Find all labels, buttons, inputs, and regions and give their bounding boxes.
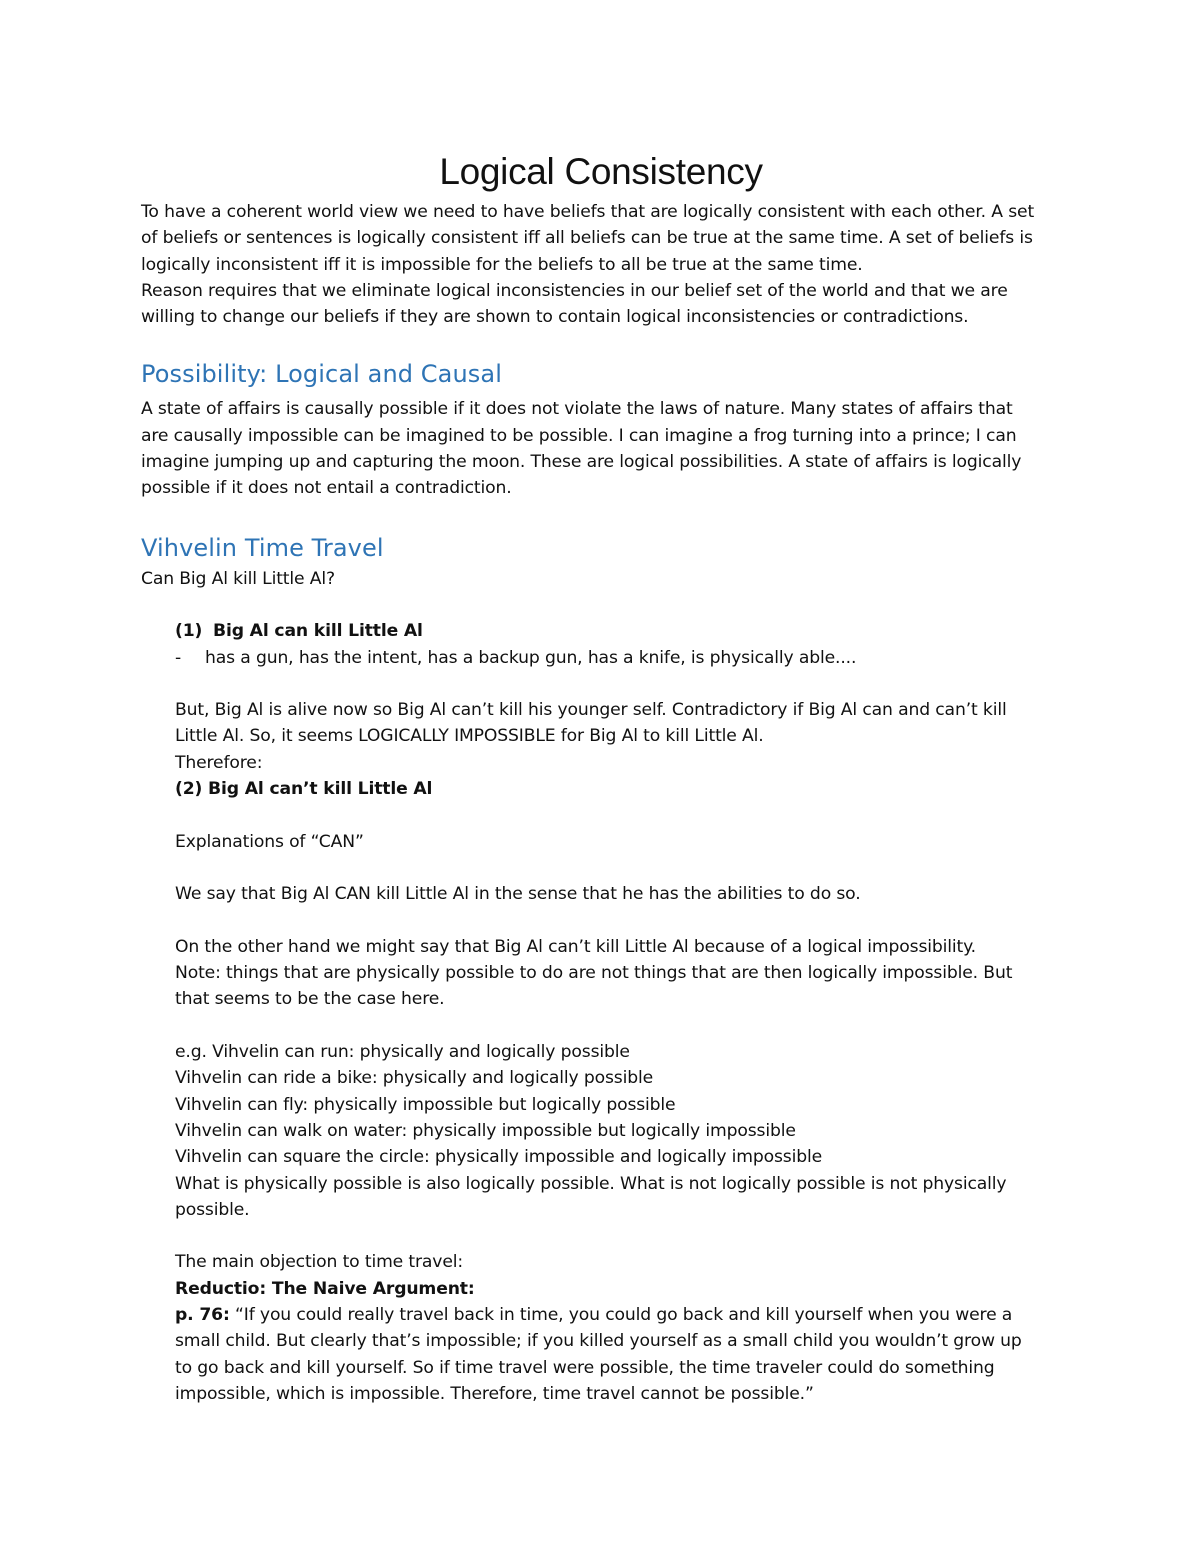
- paragraph-line: But, Big Al is alive now so Big Al can’t kill his younger self. Contradictory if Big Al can and can’t kill: [175, 700, 1007, 721]
- reductio-heading: Reductio: The Naive Argument:: [175, 1278, 475, 1299]
- blank-line: [175, 1013, 1061, 1039]
- paragraph-line: that seems to be the case here.: [175, 989, 445, 1010]
- document-body: [141, 150, 1061, 1407]
- blank-line: [175, 855, 1061, 881]
- claim-1-text: Big Al can kill Little Al: [213, 621, 423, 642]
- possibility-paragraph: [141, 396, 1061, 501]
- example-line: possible.: [175, 1199, 250, 1220]
- paragraph-line: Therefore:: [175, 752, 263, 773]
- objection-line: The main objection to time travel:: [175, 1252, 464, 1273]
- paragraph-line: are causally impossible can be imagined to be possible. I can imagine a frog turning into a prince; I can: [141, 425, 1017, 446]
- intro-line: of beliefs or sentences is logically consistent iff all beliefs can be true at the same time. A set of beliefs is: [141, 228, 1033, 249]
- example-line: Vihvelin can square the circle: physically impossible and logically impossible: [175, 1147, 823, 1168]
- page-title: Logical Consistency: [439, 151, 763, 192]
- intro-line: To have a coherent world view we need to have beliefs that are logically consistent with each other. A set: [141, 202, 1035, 222]
- claim-2: (2) Big Al can’t kill Little Al: [175, 779, 433, 800]
- question-line: Can Big Al kill Little Al?: [141, 568, 335, 589]
- example-line: e.g. Vihvelin can run: physically and logically possible: [175, 1042, 630, 1063]
- intro-paragraph: [141, 199, 1061, 330]
- example-line: Vihvelin can fly: physically impossible but logically possible: [175, 1094, 676, 1115]
- blank-line: [175, 1223, 1061, 1249]
- blank-line: [175, 802, 1061, 828]
- intro-line: willing to change our beliefs if they are shown to contain logical inconsistencies or contradictions.: [141, 307, 969, 328]
- blank-line: [141, 592, 1061, 618]
- paragraph-line: Little Al. So, it seems LOGICALLY IMPOSSIBLE for Big Al to kill Little Al.: [175, 726, 764, 747]
- section-heading-time-travel: Vihvelin Time Travel: [141, 533, 384, 562]
- paragraph-line: Note: things that are physically possible to do are not things that are then logically impossible. But: [175, 963, 1013, 984]
- blank-line: [175, 671, 1061, 697]
- dash-bullet-icon: -: [175, 647, 182, 668]
- example-line: Vihvelin can walk on water: physically impossible but logically impossible: [175, 1120, 796, 1141]
- paragraph-line: imagine jumping up and capturing the moon. These are logical possibilities. A state of affairs is logically: [141, 452, 1022, 473]
- claim-1: [175, 618, 1061, 644]
- indented-block: [141, 618, 1061, 1407]
- example-line: What is physically possible is also logically possible. What is not logically possible is not physically: [175, 1173, 1007, 1194]
- quote-line: to go back and kill yourself. So if time travel were possible, the time traveler could do something: [175, 1357, 995, 1378]
- claim-1-number: (1): [175, 621, 203, 642]
- paragraph-line: On the other hand we might say that Big Al can’t kill Little Al because of a logical impossibility.: [175, 936, 976, 957]
- bullet-item: [175, 645, 1061, 671]
- intro-line: logically inconsistent iff it is impossible for the beliefs to all be true at the same time.: [141, 254, 863, 275]
- quote-line: [175, 1302, 1061, 1328]
- example-line: Vihvelin can ride a bike: physically and logically possible: [175, 1068, 654, 1089]
- blank-line: [175, 908, 1061, 934]
- section-heading-possibility: Possibility: Logical and Causal: [141, 360, 502, 389]
- paragraph-line: possible if it does not entail a contradiction.: [141, 478, 512, 499]
- explanations-line: Explanations of “CAN”: [175, 831, 364, 852]
- quote-page-ref: p. 76:: [175, 1304, 230, 1325]
- we-say-line: We say that Big Al CAN kill Little Al in the sense that he has the abilities to do so.: [175, 884, 861, 905]
- quote-text: “If you could really travel back in time, you could go back and kill yourself when you were a: [229, 1304, 1013, 1325]
- quote-line: impossible, which is impossible. Therefore, time travel cannot be possible.”: [175, 1383, 814, 1404]
- paragraph-line: A state of affairs is causally possible if it does not violate the laws of nature. Many states of affairs that: [141, 399, 1013, 420]
- quote-line: small child. But clearly that’s impossible; if you killed yourself as a small child you wouldn’t grow up: [175, 1331, 1022, 1352]
- bullet-text: has a gun, has the intent, has a backup gun, has a knife, is physically able....: [205, 647, 857, 668]
- intro-line: Reason requires that we eliminate logical inconsistencies in our belief set of the world and that we are: [141, 280, 1008, 301]
